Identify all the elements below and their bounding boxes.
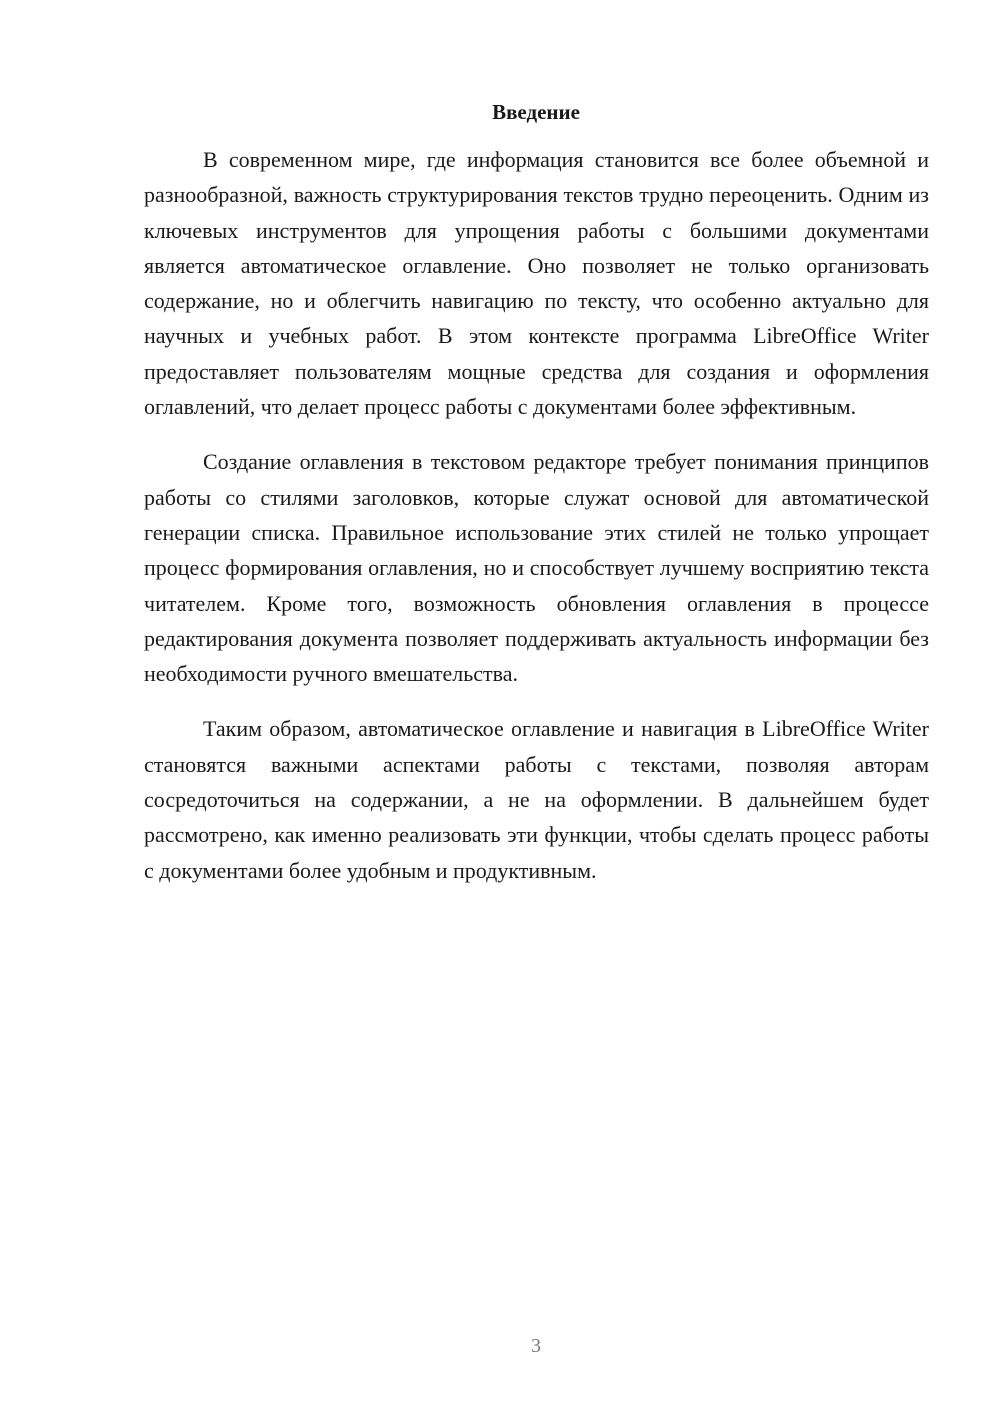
body-text: [144, 142, 929, 908]
paragraph-2: Создание оглавления в текстовом редакторе требует понимания принципов работы со стилями заголовков, которые служат основой для автоматической генерации списка. Правильное использование этих стилей не только упрощает процесс формирования оглавления, но и способствует лучшему восприятию текста читателем. Кроме того, возможность обновления оглавления в процессе редактирования документа позволяет поддерживать актуальность информации без необходимости ручного вмешательства.: [144, 449, 929, 687]
paragraph-1: В современном мире, где информация становится все более объемной и разнообразной, важность структурирования текстов трудно переоценить. Одним из ключевых инструментов для упрощения работы с большими документами является автоматическое оглавление. Оно позволяет не только организовать содержание, но и облегчить навигацию по тексту, что особенно актуально для научных и учебных работ. В этом контексте программа LibreOffice Writer предоставляет пользователям мощные средства для создания и оформления оглавлений, что делает процесс работы с документами более эффективным.: [144, 147, 929, 420]
page-title: Введение: [492, 100, 580, 124]
page-number: 3: [531, 1335, 541, 1357]
paragraph-3: Таким образом, автоматическое оглавление и навигация в LibreOffice Writer становятся важными аспектами работы с текстами, позволяя авторам сосредоточиться на содержании, а не на оформлении. В дальнейшем будет рассмотрено, как именно реализовать эти функции, чтобы сделать процесс работы с документами более удобным и продуктивным.: [144, 716, 929, 883]
